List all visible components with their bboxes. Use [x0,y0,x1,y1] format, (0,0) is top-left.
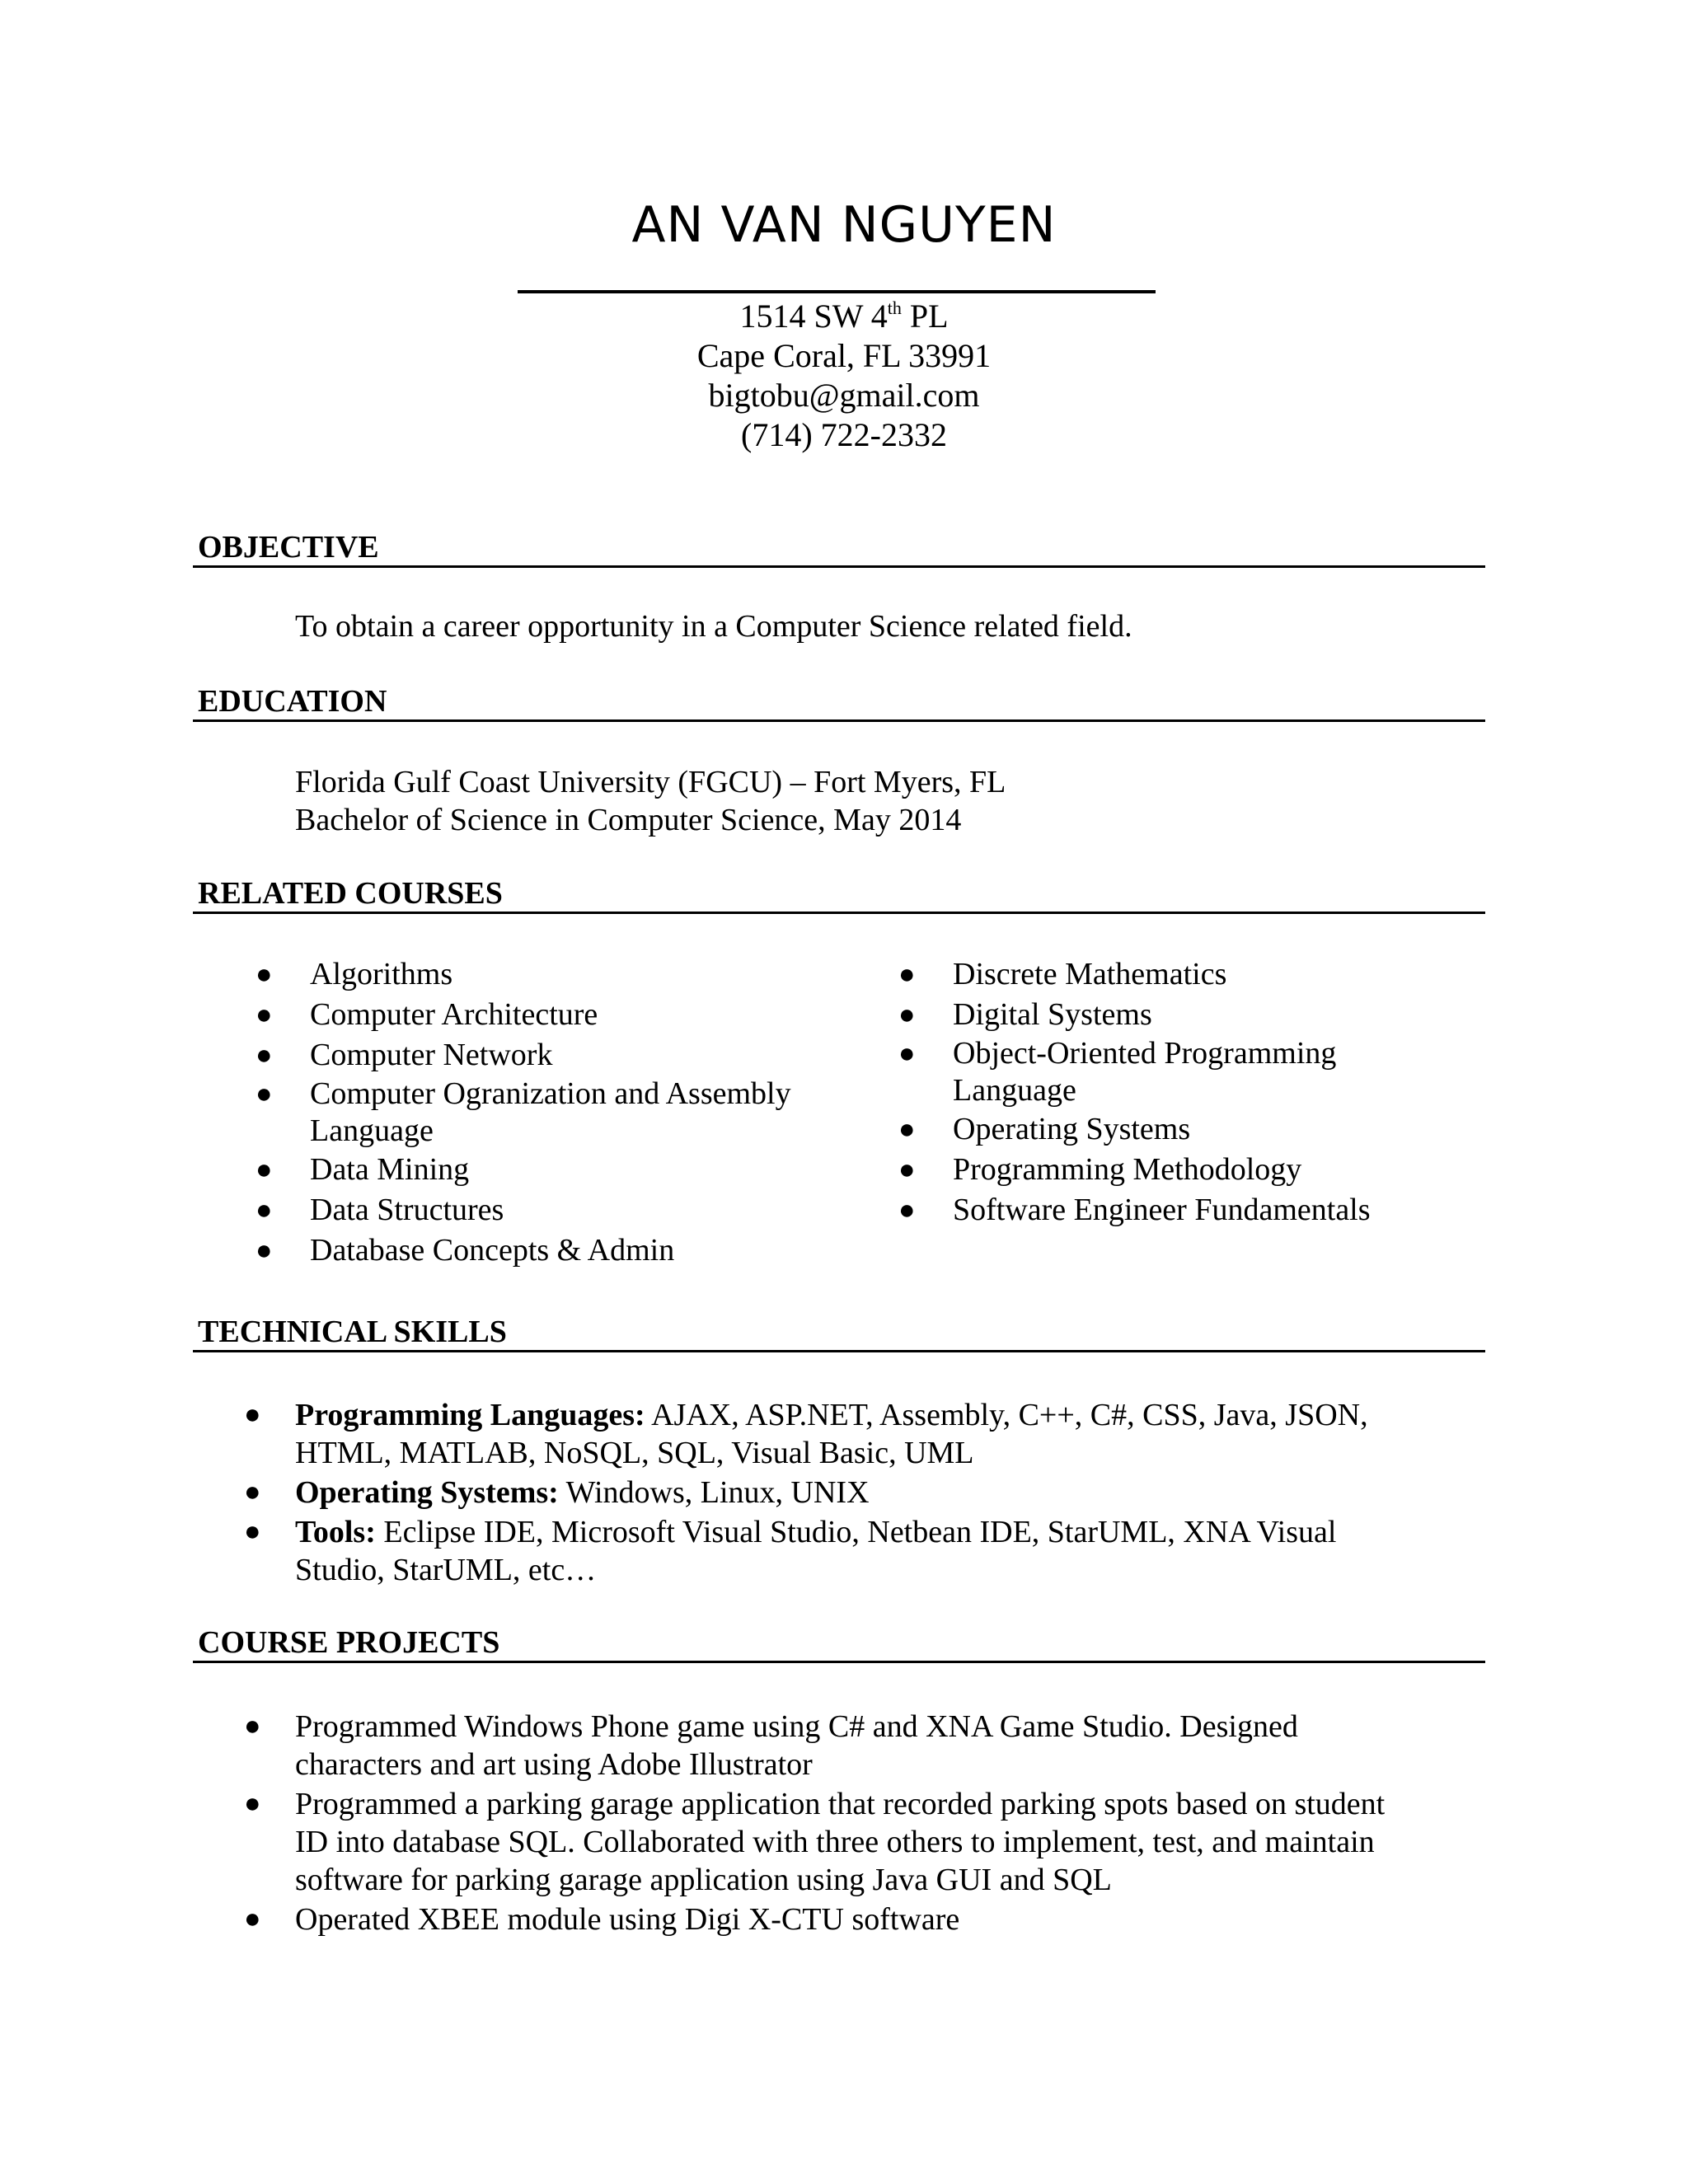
list-item [244,1513,1414,1589]
technical-skills-list [244,1396,1414,1591]
resume-name: AN VAN NGUYEN [631,196,1057,254]
course-projects-heading: COURSE PROJECTS [198,1625,500,1660]
course-projects-list [244,1708,1414,1940]
technical-skills-heading: TECHNICAL SKILLS [198,1315,507,1349]
bullet-icon: ● [898,1195,916,1226]
bullet-icon: ● [244,1711,261,1741]
list-item: ● Computer Ogranization and Assembly Language [256,1076,791,1148]
skill-label: Operating Systems: [295,1475,559,1510]
list-item: ● Data Mining [252,1150,846,1190]
address-line [0,297,1688,336]
list-item: ● Programmed a parking garage application that recorded parking spots based on student ID into database SQL. Collaborated with three others to implement, test, and maintain software for parking garage application using Java GUI and SQL [244,1787,1386,1897]
skill-label: Tools: [295,1515,376,1549]
list-item: ● Object-Oriented Programming Language [898,1036,1337,1108]
list-item: ● Database Concepts & Admin [252,1230,846,1271]
course-projects-divider [193,1661,1485,1663]
list-item: ● Programming Methodology [895,1150,1439,1190]
skill-label: Programming Languages: [295,1398,645,1432]
education-heading: EDUCATION [198,684,387,719]
list-item [244,1396,1414,1472]
objective-text: To obtain a career opportunity in a Computer Science related field. [295,609,1132,644]
objective-divider [193,565,1485,568]
list-item: ● Programmed Windows Phone game using C# and XNA Game Studio. Designed characters and art using Adobe Illustrator [244,1709,1298,1782]
bullet-icon: ● [244,1477,261,1507]
address-street: 1514 SW 4 [739,298,888,335]
bullet-icon: ● [244,1904,261,1934]
bullet-icon: ● [898,1155,916,1185]
phone: (714) 722-2332 [741,416,947,453]
related-courses-heading: RELATED COURSES [198,876,503,911]
courses-left-list [252,954,846,1271]
list-item: ● Algorithms [252,954,846,995]
list-item: ● Operating Systems [895,1109,1439,1150]
related-courses-divider [193,912,1485,914]
bullet-icon: ● [898,1114,916,1145]
skill-value: Windows, Linux, UNIX [558,1475,870,1510]
education-school: Florida Gulf Coast University (FGCU) – Fort Myers, FL [295,765,1006,799]
list-item: ● Computer Architecture [252,995,846,1035]
address-superscript: th [887,298,902,318]
address-suffix: PL [901,298,949,335]
technical-skills-divider [193,1350,1485,1352]
courses-right-list [895,954,1439,1230]
bullet-icon: ● [256,1040,273,1071]
bullet-icon: ● [256,1000,273,1030]
education-degree: Bachelor of Science in Computer Science, May 2014 [295,803,962,837]
bullet-icon: ● [898,1038,916,1069]
contact-block [0,297,1688,455]
bullet-icon: ● [244,1788,261,1819]
list-item: ● Data Structures [252,1190,846,1230]
objective-heading: OBJECTIVE [198,530,379,565]
skill-value: Eclipse IDE, Microsoft Visual Studio, Netbean IDE, StarUML, XNA Visual Studio, StarUML, etc… [295,1515,1337,1587]
name-divider [518,290,1156,293]
list-item: ● Digital Systems [895,995,1439,1035]
bullet-icon: ● [898,959,916,990]
education-divider [193,719,1485,722]
bullet-icon: ● [256,959,273,990]
list-item: ● Discrete Mathematics [895,954,1439,995]
list-item: ● Computer Network [252,1035,846,1076]
email: bigtobu@gmail.com [708,377,980,414]
bullet-icon: ● [256,1195,273,1226]
city-line: Cape Coral, FL 33991 [696,337,992,374]
bullet-icon: ● [256,1235,273,1266]
list-item: ● Operated XBEE module using Digi X-CTU software [244,1902,960,1937]
bullet-icon: ● [244,1516,261,1547]
list-item: ● Software Engineer Fundamentals [895,1190,1439,1230]
list-item [244,1474,1414,1511]
skill-value: AJAX, ASP.NET, Assembly, C++, C#, CSS, Java, JSON, HTML, MATLAB, NoSQL, SQL, Visual Basic, UML [295,1398,1368,1470]
bullet-icon: ● [898,1000,916,1030]
bullet-icon: ● [256,1155,273,1185]
bullet-icon: ● [244,1399,261,1430]
bullet-icon: ● [256,1079,273,1109]
